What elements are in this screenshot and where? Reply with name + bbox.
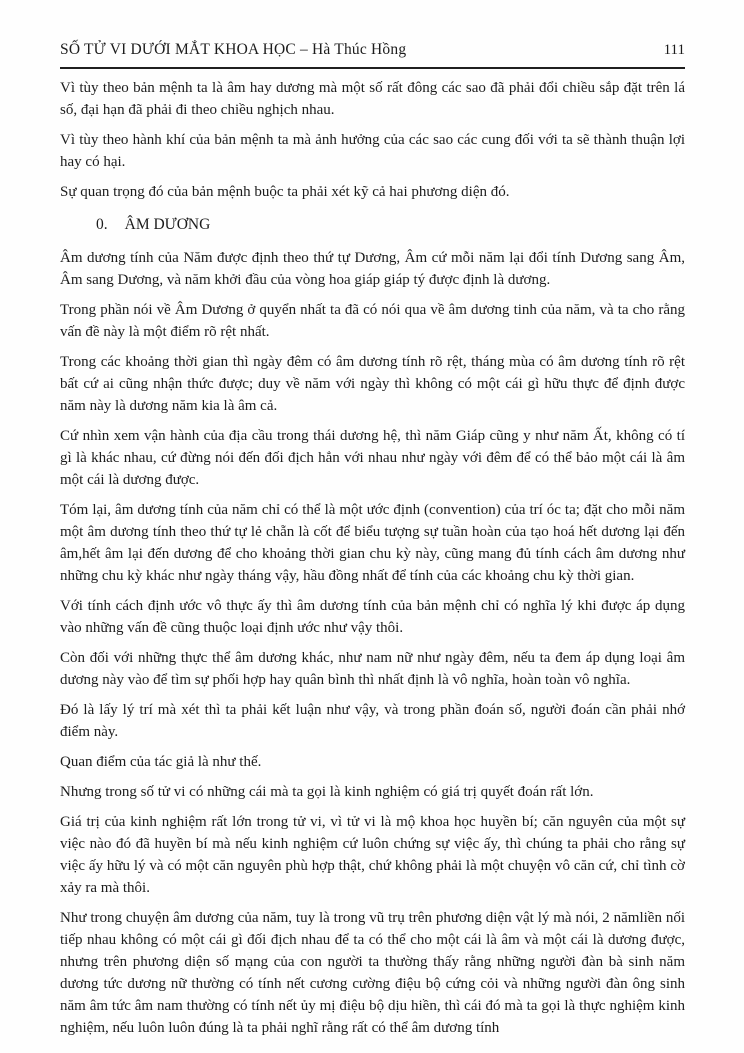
body-paragraph: Sự quan trọng đó của bản mệnh buộc ta phải xét kỹ cả hai phương diện đó. [60, 184, 510, 200]
body-paragraph: Âm dương tính của Năm được định theo thứ tự Dương, Âm cứ mỗi năm lại đổi tính Dương sang Âm, Âm sang Dương, và năm khởi đầu của vòng hoa giáp giáp tý được định là dương. [60, 250, 685, 288]
section-heading-label: ÂM DƯƠNG [124, 216, 211, 233]
body-paragraph: Giá trị của kinh nghiệm rất lớn trong tử vi, vì tử vi là mộ khoa học huyền bí; căn nguyên của một sự việc nào đó đã huyền bí mà nếu kinh nghiệm cứ luôn chứng sự việc ấy, thì chúng ta phải cho rằng sự việc ấy hữu lý và có một căn nguyên phù hợp thật, chứ không phải là một chuyện vô căn cứ, chỉ tình cờ xảy ra mà thôi. [60, 814, 685, 896]
header-rule [60, 67, 685, 69]
body-paragraph: Vì tùy theo hành khí của bản mệnh ta mà ảnh hưởng của các sao các cung đối với ta sẽ thành thuận lợi hay có hại. [60, 132, 685, 170]
body-paragraph: Như trong chuyện âm dương của năm, tuy là trong vũ trụ trên phương diện vật lý mà nói, 2 nămliền nối tiếp nhau không có một cái gì đối địch nhau để ta có thể cho một cái là âm và một cái là dương được, nhưng trên phương diện số mạng của con người ta thường thấy rằng những người đàn bà sinh năm dương tức dương nữ thường có tính nết cương cường điệu bộ cứng cỏi và những người đàn ông sinh năm âm tức âm nam thường có tính nết ủy mị điệu bộ dịu hiền, thì cái đó mà ta gọi là thực nghiệm kinh nghiệm, nếu luôn luôn đúng là ta phải nghĩ rằng rất có thể âm dương tính [60, 910, 685, 1036]
body-paragraph: Tóm lại, âm dương tính của năm chỉ có thể là một ước định (convention) của trí óc ta; đặt cho mỗi năm một âm dương tính theo thứ tự lẻ chẵn là cốt để biểu tượng sự tuần hoàn của tạo hoá hết dương lại đến âm,hết âm lại đến dương để cho khoảng thời gian chu kỳ này, cũng mang đủ tính cách âm dương như những chu kỳ khác như ngày tháng vậy, hầu đồng nhất để tính của các khoảng chu kỳ thời gian. [60, 502, 685, 584]
section-heading [96, 214, 685, 236]
section-heading-number: 0. [96, 216, 108, 233]
page-body [60, 77, 685, 1039]
body-paragraph: Nhưng trong số tử vi có những cái mà ta gọi là kinh nghiệm có giá trị quyết đoán rất lớn. [60, 784, 594, 800]
body-paragraph: Vì tùy theo bản mệnh ta là âm hay dương mà một số rất đông các sao đã phải đổi chiều sắp đặt trên lá số, đại hạn đã phải đi theo chiều nghịch nhau. [60, 80, 685, 118]
body-paragraph: Đó là lấy lý trí mà xét thì ta phải kết luận như vậy, và trong phần đoán số, người đoán cần phải nhớ điểm này. [60, 702, 685, 740]
body-paragraph: Trong phần nói về Âm Dương ở quyển nhất ta đã có nói qua về âm dương tinh của năm, và ta cho rằng vấn đề này là một điểm rõ rệt nhất. [60, 302, 685, 340]
body-paragraph: Quan điểm của tác giả là như thế. [60, 754, 262, 770]
body-paragraph: Còn đối với những thực thể âm dương khác, như nam nữ như ngày đêm, nếu ta đem áp dụng loại âm dương này vào để tìm sự phối hợp hay quân bình thì nhất định là vô nghĩa, hoàn toàn vô nghĩa. [60, 650, 685, 688]
body-paragraph: Trong các khoảng thời gian thì ngày đêm có âm dương tính rõ rệt, tháng mùa có âm dương tính rõ rệt bất cứ ai cũng nhận thức được; duy về năm với ngày thì không có một cái gì hữu thực để định được năm này là dương năm kia là âm cả. [60, 354, 685, 414]
body-paragraph: Cứ nhìn xem vận hành của địa cầu trong thái dương hệ, thì năm Giáp cũng y như năm Ất, không có tí gì là khác nhau, cứ đừng nói đến đối địch hẳn với nhau như ngày với đêm để có thể bảo một cái là âm một cái là dương được. [60, 428, 685, 488]
page-header [60, 40, 685, 60]
running-title: SỐ TỬ VI DƯỚI MẮT KHOA HỌC – Hà Thúc Hồng [60, 41, 407, 58]
body-paragraph: Với tính cách định ước vô thực ấy thì âm dương tính của bản mệnh chỉ có nghĩa lý khi được áp dụng vào những vấn đề cũng thuộc loại định ước như vậy thôi. [60, 598, 685, 636]
page-number: 111 [663, 42, 685, 58]
